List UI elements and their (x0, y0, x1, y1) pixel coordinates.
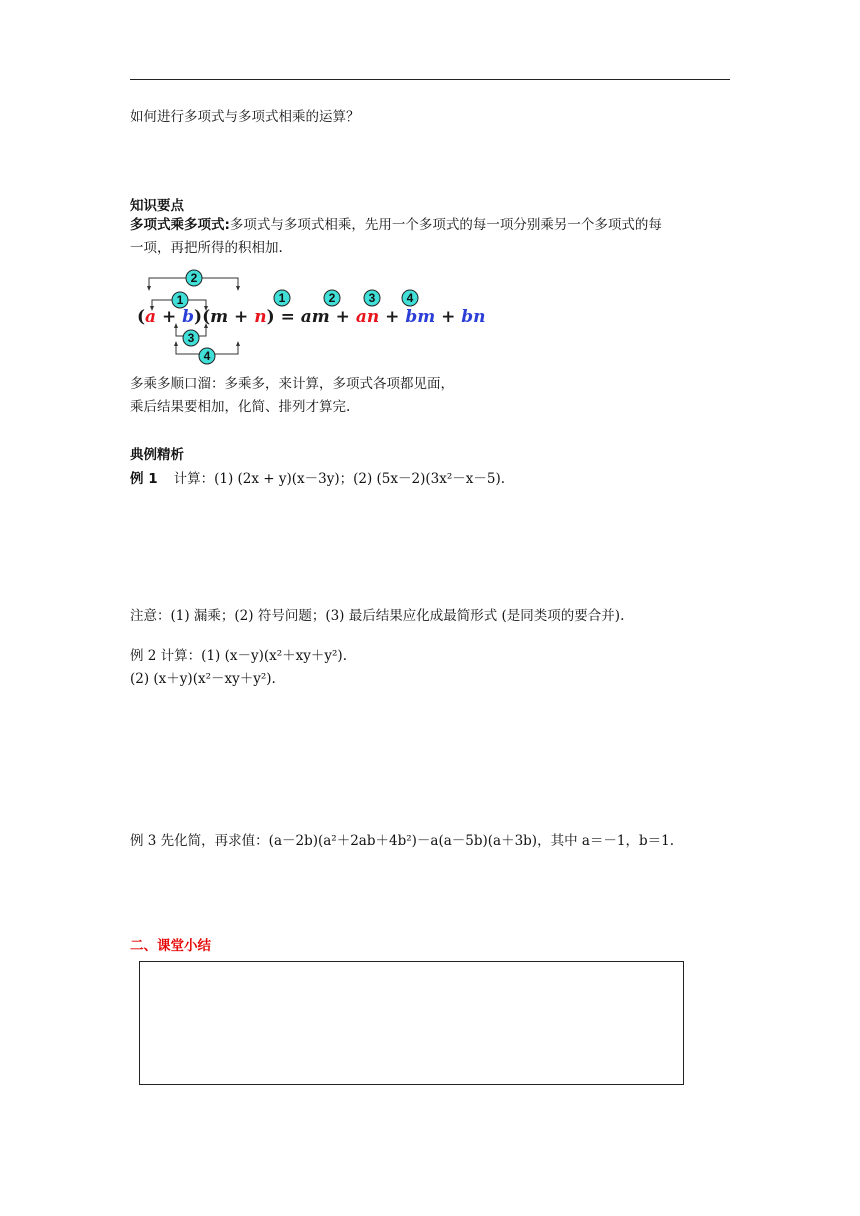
example-1-label: 例 1 (130, 471, 158, 487)
definition-line1: 多项式与多项式相乘，先用一个多项式的每一项分别乘另一个多项式的每 (229, 217, 662, 233)
knowledge-definition (130, 214, 662, 260)
example-2 (130, 645, 347, 691)
example-2-line2: (2) (x＋y)(x²－xy＋y²). (130, 671, 276, 687)
rhyme-line2: 乘后结果要相加，化简、排列才算完. (130, 399, 351, 415)
label-1-top: 1 (176, 293, 184, 307)
label-2-result: 2 (328, 291, 336, 305)
example-1 (130, 467, 505, 487)
label-4-result: 4 (406, 291, 414, 305)
expansion-expression: (a + b)(m + n) = am + an + bm + bn (137, 307, 486, 327)
example-3: 例 3 先化简，再求值：(a－2b)(a²＋2ab＋4b²)－a(a－5b)(a＋3b)，其中 a＝－1，b＝1. (130, 833, 675, 849)
label-4-bottom: 4 (203, 349, 211, 363)
attention-note: 注意：(1) 漏乘；(2) 符号问题；(3) 最后结果应化成最简形式 (是同类项的要合并). (130, 608, 625, 624)
label-3-bottom: 3 (187, 331, 195, 345)
summary-title: 二、课堂小结 (130, 938, 211, 954)
rhyme-line1: 多乘多顺口溜：多乘多，来计算，多项式各项都见面， (130, 376, 454, 392)
example-2-line1: 例 2 计算：(1) (x－y)(x²＋xy＋y²). (130, 648, 347, 664)
definition-line2: 一项，再把所得的积相加. (130, 240, 283, 256)
definition-term: 多项式乘多项式: (130, 217, 230, 233)
example-1-text: 计算：(1) (2x + y)(x－3y)；(2) (5x－2)(3x²－x－5). (173, 471, 506, 487)
examples-heading: 典例精析 (130, 447, 184, 463)
label-3-result: 3 (368, 291, 376, 305)
label-1-result: 1 (278, 291, 286, 305)
summary-answer-box[interactable] (139, 961, 684, 1085)
knowledge-heading: 知识要点 (130, 198, 184, 214)
rhyme-block (130, 373, 454, 419)
label-2-top: 2 (190, 271, 198, 285)
polynomial-expansion-diagram (134, 266, 486, 366)
header-rule (130, 79, 730, 80)
intro-question: 如何进行多项式与多项式相乘的运算？ (130, 109, 360, 125)
